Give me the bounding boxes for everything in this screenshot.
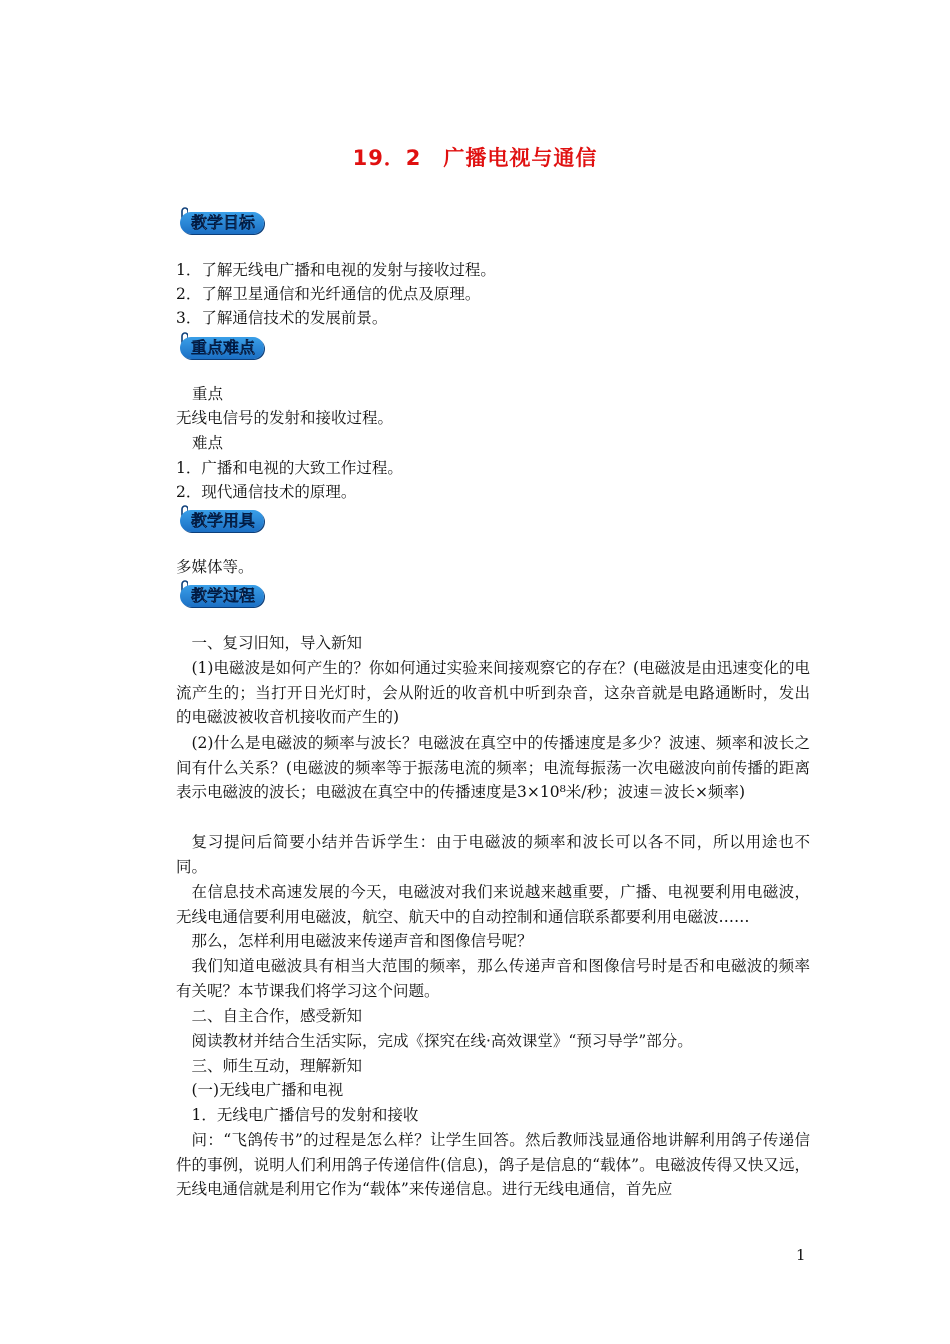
section-heading-tools: 教学用具	[191, 511, 256, 530]
section-heading-goals: 教学目标	[191, 213, 256, 232]
page-number: 1	[796, 1246, 806, 1264]
section-heading-process: 教学过程	[191, 586, 256, 605]
process-paragraph: 二、自主合作，感受新知	[191, 1007, 363, 1025]
tools-text: 多媒体等。	[176, 558, 254, 576]
process-paragraph: 复习提问后简要小结并告诉学生：由于电磁波的频率和波长可以各不同，所以用途也不同。	[176, 833, 810, 876]
process-paragraph: 一、复习旧知，导入新知	[191, 634, 363, 652]
goal-item: 2．了解卫星通信和光纤通信的优点及原理。	[176, 285, 481, 303]
process-paragraph: 三、师生互动，理解新知	[191, 1057, 363, 1075]
section-heading-key: 重点难点	[191, 338, 256, 357]
difficult-item: 1．广播和电视的大致工作过程。	[176, 459, 403, 477]
process-paragraph: 在信息技术高速发展的今天，电磁波对我们来说越来越重要，广播、电视要利用电磁波，无线电通信要利用电磁波，航空、航天中的自动控制和通信联系都要利用电磁波……	[176, 883, 810, 926]
process-paragraph: 那么，怎样利用电磁波来传递声音和图像信号呢？	[191, 932, 533, 950]
process-paragraph: (一)无线电广播和电视	[191, 1081, 344, 1099]
process-paragraph: 阅读教材并结合生活实际，完成《探究在线·高效课堂》“预习导学”部分。	[191, 1032, 693, 1050]
goal-item: 1．了解无线电广播和电视的发射与接收过程。	[176, 261, 496, 279]
process-paragraph: (2)什么是电磁波的频率与波长？电磁波在真空中的传播速度是多少？波速、频率和波长之间有什么关系？(电磁波的频率等于振荡电流的频率；电流每振荡一次电磁波向前传播的距离表示电磁波的波长；电磁波在真空中的传播速度是3×10⁸米/秒；波速＝波长×频率)	[176, 734, 810, 801]
process-paragraph: 问：“飞鸽传书”的过程是怎么样？让学生回答。然后教师浅显通俗地讲解利用鸽子传递信件的事例，说明人们利用鸽子传递信件(信息)，鸽子是信息的“载体”。电磁波传得又快又远，无线电通信就是利用它作为“载体”来传递信息。进行无线电通信，首先应	[176, 1131, 810, 1198]
difficult-item: 2．现代通信技术的原理。	[176, 483, 357, 501]
page-title: 19．2 广播电视与通信	[352, 146, 598, 170]
process-paragraph: 我们知道电磁波具有相当大范围的频率，那么传递声音和图像信号时是否和电磁波的频率有关呢？本节课我们将学习这个问题。	[176, 957, 810, 1000]
difficult-label: 难点	[192, 434, 224, 452]
process-paragraph: (1)电磁波是如何产生的？你如何通过实验来间接观察它的存在？(电磁波是由迅速变化的电流产生的；当打开日光灯时，会从附近的收音机中听到杂音，这杂音就是电路通断时，发出的电磁波被收音机接收而产生的)	[176, 659, 810, 726]
key-text: 无线电信号的发射和接收过程。	[176, 409, 394, 427]
process-paragraph: 1．无线电广播信号的发射和接收	[191, 1106, 419, 1124]
goal-item: 3．了解通信技术的发展前景。	[176, 309, 388, 327]
key-label: 重点	[192, 385, 224, 403]
